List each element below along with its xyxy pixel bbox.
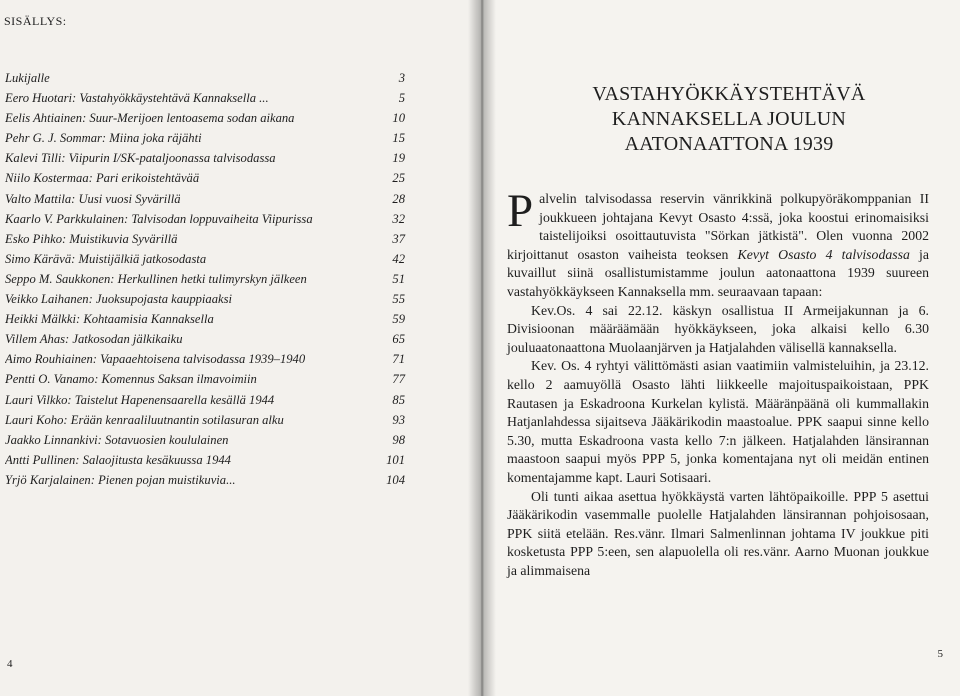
toc-entry	[5, 148, 405, 168]
toc-entry	[5, 410, 405, 430]
toc-entry-title: Seppo M. Saukkonen: Herkullinen hetki tulimyrskyn jälkeen	[5, 271, 307, 286]
toc-entry	[5, 108, 405, 128]
table-of-contents	[5, 68, 405, 490]
article-title	[547, 82, 911, 157]
toc-entry	[5, 68, 405, 88]
toc-entry-page: 51	[392, 271, 405, 286]
toc-entry-page: 101	[386, 452, 405, 467]
toc-entry	[5, 309, 405, 329]
toc-entry	[5, 329, 405, 349]
toc-entry	[5, 168, 405, 188]
toc-entry	[5, 189, 405, 209]
toc-entry-page: 3	[398, 71, 405, 85]
toc-entry-title: Kaarlo V. Parkkulainen: Talvisodan loppuvaiheita Viipurissa	[5, 211, 313, 226]
article-title-line: KANNAKSELLA JOULUN	[611, 108, 847, 130]
toc-entry-title: Aimo Rouhiainen: Vapaaehtoisena talvisodassa 1939–1940	[5, 352, 306, 367]
toc-entry-title: Pentti O. Vanamo: Komennus Saksan ilmavoimiin	[5, 372, 257, 387]
paragraph-4: Oli tunti aikaa asettua hyökkäystä varten lähtöpaikoille. PPP 5 asettui Jääkärikodin vasemmalle puolelle Hatjalahden länsirannan pohjoisosaan, PPK siitä etelään. Res.vänr. Ilmari Salmenlinnan johtama IV joukkue piti kosketusta PPP 5:een, sen alapuolella oli res.vänr. Aarno Muonan joukkue ja alimmaisena	[507, 488, 929, 578]
toc-entry-page: 19	[392, 151, 405, 166]
toc-entry-title: Eero Huotari: Vastahyökkäystehtävä Kannaksella ...	[5, 91, 269, 106]
toc-entry-page: 98	[392, 432, 405, 447]
toc-entry-title: Esko Pihko: Muistikuvia Syvärillä	[5, 231, 178, 246]
paragraph-1-text: alvelin talvisodassa reservin vänrikkinä polkupyöräkomppanian II joukkueen johtajana Kevyt Osasto 4:ssä, joka koostui erinomaisiksi taistelijoiksi osoittautuvista "Sörkan jätkistä". Olen vuonna 2002 kirjoittanut osaston vaiheista teoksen	[507, 191, 929, 262]
book-title: Kevyt Osasto 4 talvisodassa	[737, 246, 910, 262]
article-body	[507, 185, 930, 580]
left-page	[0, 0, 477, 696]
paragraph-2: Kev.Os. 4 sai 22.12. käskyn osallistua II Armeijakunnan ja 6. Divisioonan määräämään hyökkäykseen, joka alkaisi kello 6.30 jouluaatonaattona Muolaanjärven ja Hatjalahden välisellä kannaksella.	[507, 302, 929, 355]
paragraph-1-end: ja kuvaillut siinä osallistumistamme joulun aatonaattona 1939 suureen vastahyökkäykseen Kannaksella mm. seuraavaan tapaan:	[507, 246, 930, 299]
toc-entry-page: 104	[386, 472, 405, 487]
toc-entry-title: Lauri Vilkko: Taistelut Hapenensaarella kesällä 1944	[5, 392, 275, 407]
toc-entry-page: 71	[392, 352, 405, 367]
toc-entry-page: 77	[392, 372, 405, 387]
toc-entry-title: Lauri Koho: Erään kenraaliluutnantin sotilasuran alku	[5, 412, 284, 427]
toc-entry-page: 32	[392, 211, 405, 226]
toc-entry	[5, 209, 405, 229]
toc-entry-title: Lukijalle	[5, 71, 50, 85]
toc-entry-title: Eelis Ahtiainen: Suur-Merijoen lentoasema sodan aikana	[5, 111, 295, 126]
toc-entry	[5, 269, 405, 289]
paragraph-1	[507, 185, 930, 302]
toc-entry	[5, 349, 405, 369]
toc-entry-title: Kalevi Tilli: Viipurin I/SK-pataljoonassa talvisodassa	[5, 151, 276, 166]
toc-entry	[5, 450, 405, 470]
right-page	[477, 0, 960, 696]
toc-entry-page: 28	[392, 191, 405, 206]
toc-entry	[5, 369, 405, 389]
toc-entry-title: Valto Mattila: Uusi vuosi Syvärillä	[5, 191, 181, 206]
article-title-line: AATONAATTONA 1939	[624, 133, 834, 155]
toc-entry	[5, 390, 405, 410]
toc-entry-page: 25	[392, 171, 405, 186]
toc-entry-title: Heikki Mälkki: Kohtaamisia Kannaksella	[5, 312, 214, 327]
toc-entry-page: 15	[392, 131, 405, 146]
toc-entry	[5, 470, 405, 490]
toc-entry-page: 10	[392, 111, 405, 126]
toc-entry-title: Jaakko Linnankivi: Sotavuosien koululainen	[5, 432, 229, 447]
toc-entry	[5, 289, 405, 309]
toc-entry-title: Yrjö Karjalainen: Pienen pojan muistikuvia...	[5, 472, 236, 487]
toc-entry	[5, 88, 405, 108]
toc-entry-page: 55	[392, 292, 405, 307]
toc-entry-title: Niilo Kostermaa: Pari erikoistehtävää	[5, 171, 200, 186]
toc-entry-page: 37	[392, 231, 405, 246]
toc-entry-page: 59	[392, 312, 405, 327]
toc-entry-page: 85	[392, 392, 405, 407]
toc-entry-title: Antti Pullinen: Salaojitusta kesäkuussa 1944	[5, 452, 231, 467]
toc-entry	[5, 128, 405, 148]
paragraph-3: Kev. Os. 4 ryhtyi välittömästi asian vaatimiin valmisteluihin, ja 23.12. kello 2 aamuyöllä Osasto lähti liikkeelle majoituspaikoistaan, PPK Rautasen ja Eskadroona Kurkelan kylistä. Määränpäänä oli kummallakin Hatjanlahdessa sijaitseva Jääkärikodin maastoalue. PPK saapui sinne kello 5.30, mutta Eskadroona vasta kello 7:n jälkeen. Hatjalahden länsirannan maastoon saapui myös PPP 5, jonka komentajana nyt oli meidän entinen komentajamme kapt. Lauri Sotisaari.	[507, 358, 929, 485]
toc-entry	[5, 229, 405, 249]
toc-entry-title: Veikko Laihanen: Juoksupojasta kauppiaaksi	[5, 292, 232, 307]
toc-entry	[5, 430, 405, 450]
page-number-left: 4	[7, 658, 13, 670]
toc-entry-page: 42	[392, 251, 405, 266]
toc-entry-page: 65	[392, 332, 405, 347]
toc-entry-title: Villem Ahas: Jatkosodan jälkikaiku	[5, 332, 183, 347]
toc-entry-title: Simo Kärävä: Muistijälkiä jatkosodasta	[5, 251, 207, 266]
toc-heading: SISÄLLYS:	[4, 14, 67, 28]
drop-cap: P	[507, 185, 534, 237]
toc-entry-title: Pehr G. J. Sommar: Miina joka räjähti	[5, 131, 202, 146]
page-number-right: 5	[937, 648, 943, 660]
article-title-line: VASTAHYÖKKÄYSTEHTÄVÄ	[592, 83, 866, 105]
toc-entry	[5, 249, 405, 269]
toc-entry-page: 93	[392, 412, 405, 427]
toc-entry-page: 5	[398, 91, 405, 106]
